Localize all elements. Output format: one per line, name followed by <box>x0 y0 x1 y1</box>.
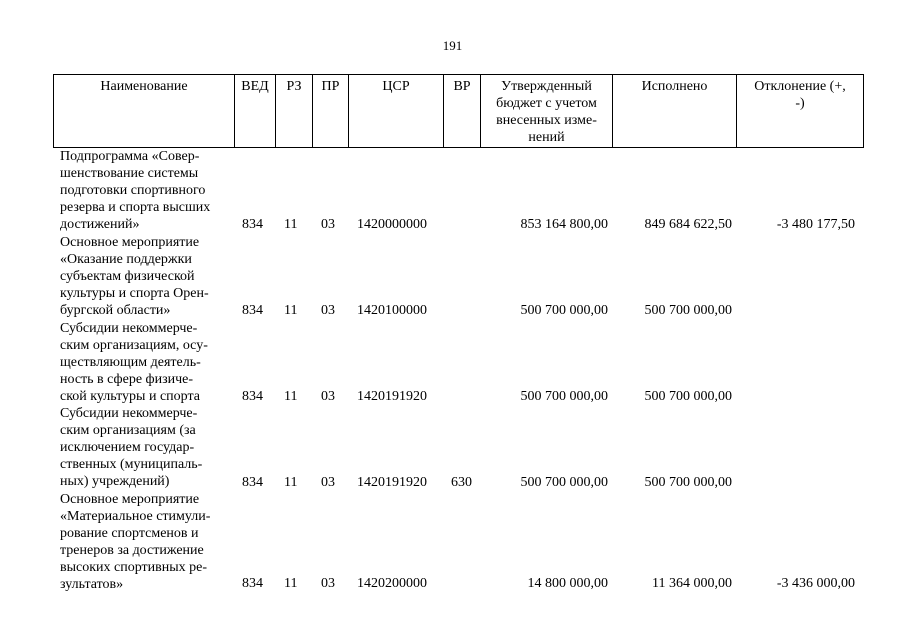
row-pr: 03 <box>321 303 335 318</box>
row-executed: 11 364 000,00 <box>652 576 732 591</box>
row-name: Субсидии некоммерче- ским организациям (за исключением государ- ственных (муниципаль- ных) учреждений) <box>60 406 203 489</box>
row-ved: 834 <box>242 576 263 591</box>
row-budget: 500 700 000,00 <box>520 303 608 318</box>
row-budget: 14 800 000,00 <box>527 576 608 591</box>
row-deviation: -3 480 177,50 <box>776 217 855 232</box>
row-pr: 03 <box>321 475 335 490</box>
row-executed: 500 700 000,00 <box>644 303 732 318</box>
row-csr: 1420000000 <box>357 217 427 232</box>
header-ved: ВЕД <box>235 75 276 148</box>
row-executed: 849 684 622,50 <box>644 217 732 232</box>
header-name: Наименование <box>54 75 235 148</box>
row-csr: 1420191920 <box>357 389 427 404</box>
row-pr: 03 <box>321 389 335 404</box>
row-deviation: -3 436 000,00 <box>776 576 855 591</box>
row-budget: 500 700 000,00 <box>520 475 608 490</box>
header-csr: ЦСР <box>349 75 444 148</box>
row-rz: 11 <box>284 303 298 318</box>
row-ved: 834 <box>242 303 263 318</box>
row-ved: 834 <box>242 475 263 490</box>
row-name: Основное мероприятие «Материальное стимули- рование спортсменов и тренеров за достижение высоких спортивных ре- зультатов» <box>60 492 211 592</box>
row-rz: 11 <box>284 389 298 404</box>
row-csr: 1420100000 <box>357 303 427 318</box>
header-budget: Утвержденный бюджет с учетом внесенных изме-нений <box>481 75 613 148</box>
row-ved: 834 <box>242 389 263 404</box>
row-pr: 03 <box>321 217 335 232</box>
row-csr: 1420200000 <box>357 576 427 591</box>
header-deviation: Отклонение (+, -) <box>737 75 864 148</box>
row-name: Субсидии некоммерче- ским организациям, осу- ществляющим деятель- ность в сфере физиче- ской культуры и спорта <box>60 321 208 404</box>
row-rz: 11 <box>284 217 298 232</box>
row-ved: 834 <box>242 217 263 232</box>
row-executed: 500 700 000,00 <box>644 475 732 490</box>
header-vr: ВР <box>444 75 481 148</box>
row-name: Подпрограмма «Совер- шенствование системы подготовки спортивного резерва и спорта высших достижений» <box>60 149 211 232</box>
row-budget: 853 164 800,00 <box>520 217 608 232</box>
row-csr: 1420191920 <box>357 475 427 490</box>
row-budget: 500 700 000,00 <box>520 389 608 404</box>
row-executed: 500 700 000,00 <box>644 389 732 404</box>
row-vr: 630 <box>451 475 472 490</box>
row-rz: 11 <box>284 576 298 591</box>
header-rz: РЗ <box>276 75 313 148</box>
table-header <box>53 74 864 148</box>
row-pr: 03 <box>321 576 335 591</box>
header-executed: Исполнено <box>613 75 737 148</box>
page-number: 191 <box>442 38 463 53</box>
row-name: Основное мероприятие «Оказание поддержки субъектам физической культуры и спорта Орен- бургской области» <box>60 235 209 318</box>
header-pr: ПР <box>313 75 349 148</box>
row-rz: 11 <box>284 475 298 490</box>
